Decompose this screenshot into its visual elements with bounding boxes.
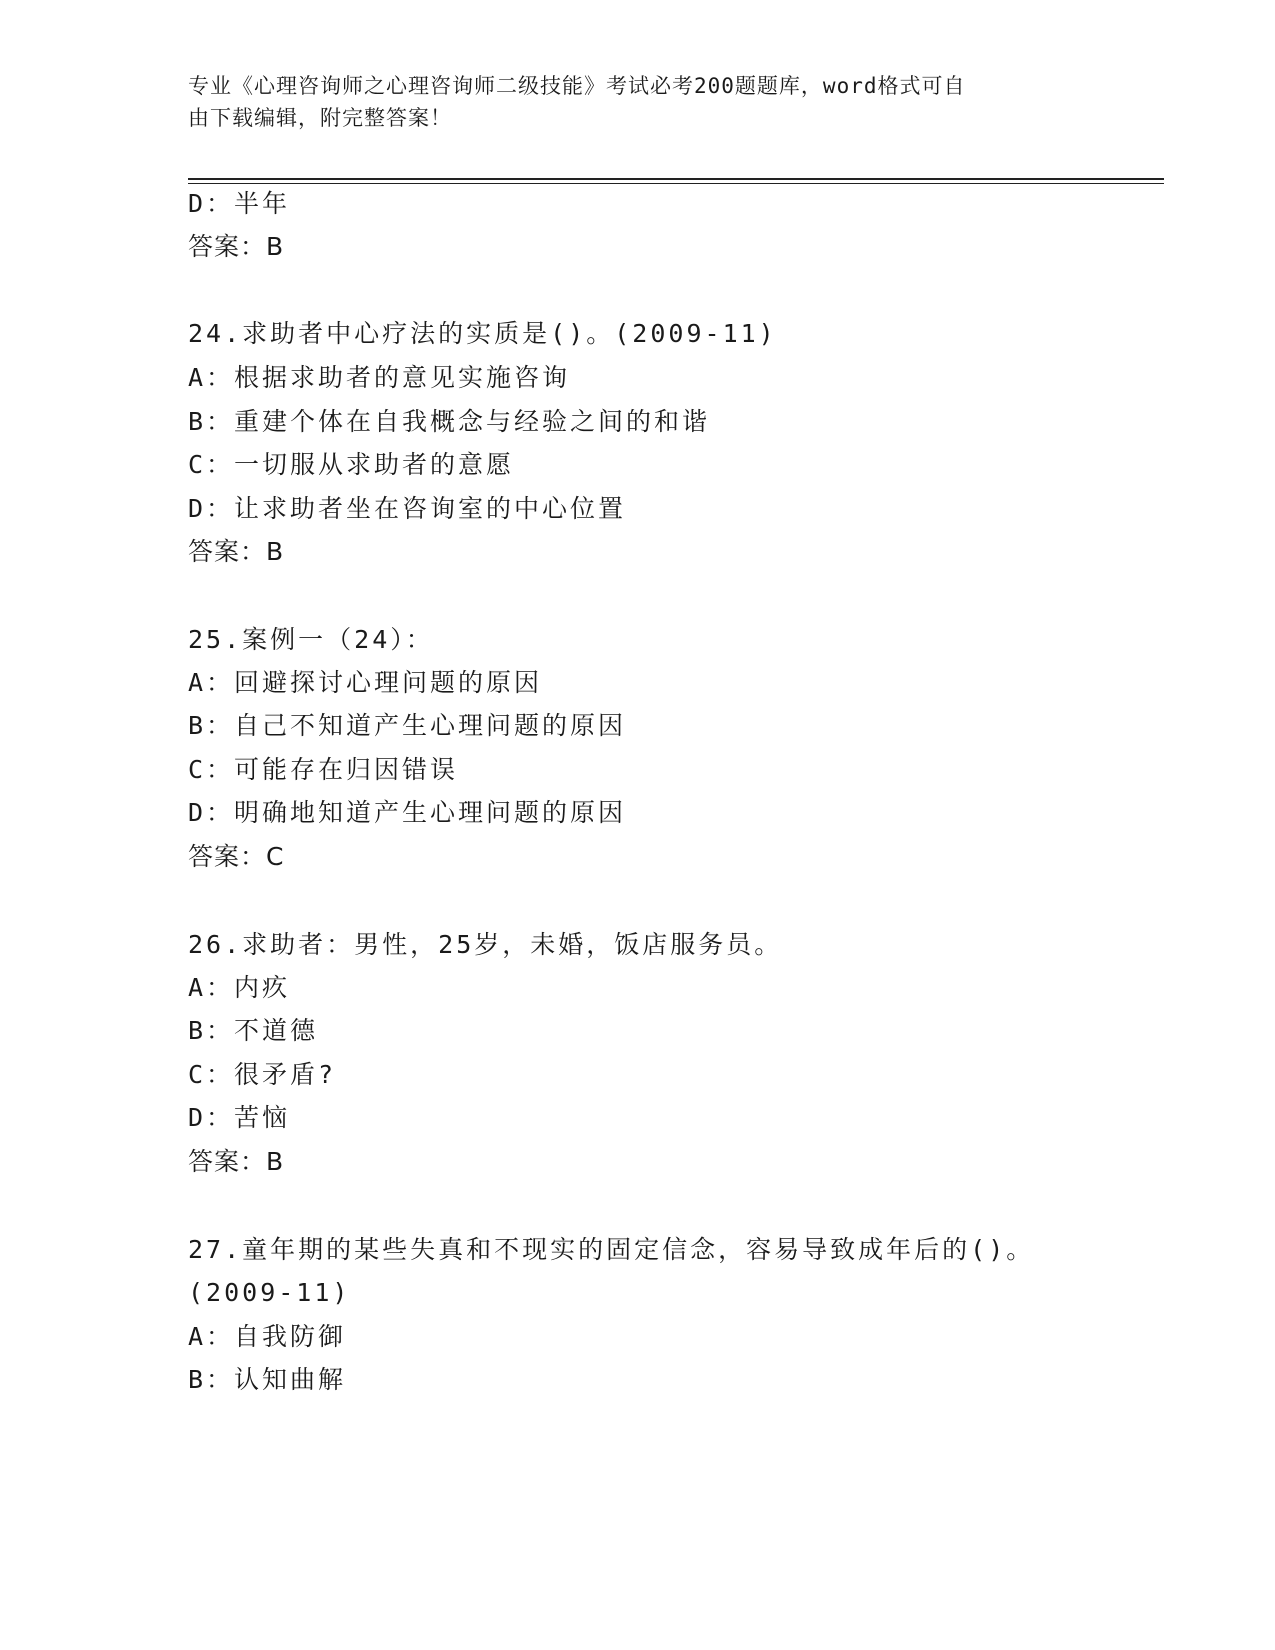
question-26: 26.求助者：男性，25岁，未婚，饭店服务员。 [188, 930, 783, 959]
option-c: C：很矛盾? [188, 1060, 337, 1089]
answer-line: 答案：C [188, 842, 285, 871]
answer-line: 答案：B [188, 232, 285, 261]
option-c: C：可能存在归因错误 [188, 755, 459, 784]
header-line-1: 专业《心理咨询师之心理咨询师二级技能》考试必考200题题库，word格式可自 [188, 74, 966, 98]
option-a: A：根据求助者的意见实施咨询 [188, 363, 571, 392]
option-b: B：不道德 [188, 1016, 319, 1045]
answer-line: 答案：B [188, 1147, 285, 1176]
option-d: D：苦恼 [188, 1103, 291, 1132]
option-b: B：自己不知道产生心理问题的原因 [188, 711, 627, 740]
question-27: 27.童年期的某些失真和不现实的固定信念，容易导致成年后的()。 [188, 1235, 1035, 1264]
question-27-continued: (2009-11) [188, 1278, 351, 1307]
option-c: C：一切服从求助者的意愿 [188, 450, 515, 479]
header-line-2: 由下载编辑，附完整答案！ [188, 106, 452, 130]
option-d: D：明确地知道产生心理问题的原因 [188, 798, 627, 827]
option-b: B：重建个体在自我概念与经验之间的和谐 [188, 407, 711, 436]
document-header [188, 70, 1068, 134]
header-divider-thick [188, 178, 1164, 180]
question-25: 25.案例一（24）： [188, 625, 434, 654]
option-d: D：让求助者坐在咨询室的中心位置 [188, 494, 627, 523]
option-b: B：认知曲解 [188, 1365, 347, 1394]
question-24: 24.求助者中心疗法的实质是()。(2009-11) [188, 319, 777, 348]
answer-line: 答案：B [188, 537, 285, 566]
option-d: D：半年 [188, 189, 291, 218]
option-a: A：内疚 [188, 973, 291, 1002]
option-a: A：回避探讨心理问题的原因 [188, 668, 543, 697]
option-a: A：自我防御 [188, 1322, 347, 1351]
header-divider-thin [188, 183, 1164, 184]
